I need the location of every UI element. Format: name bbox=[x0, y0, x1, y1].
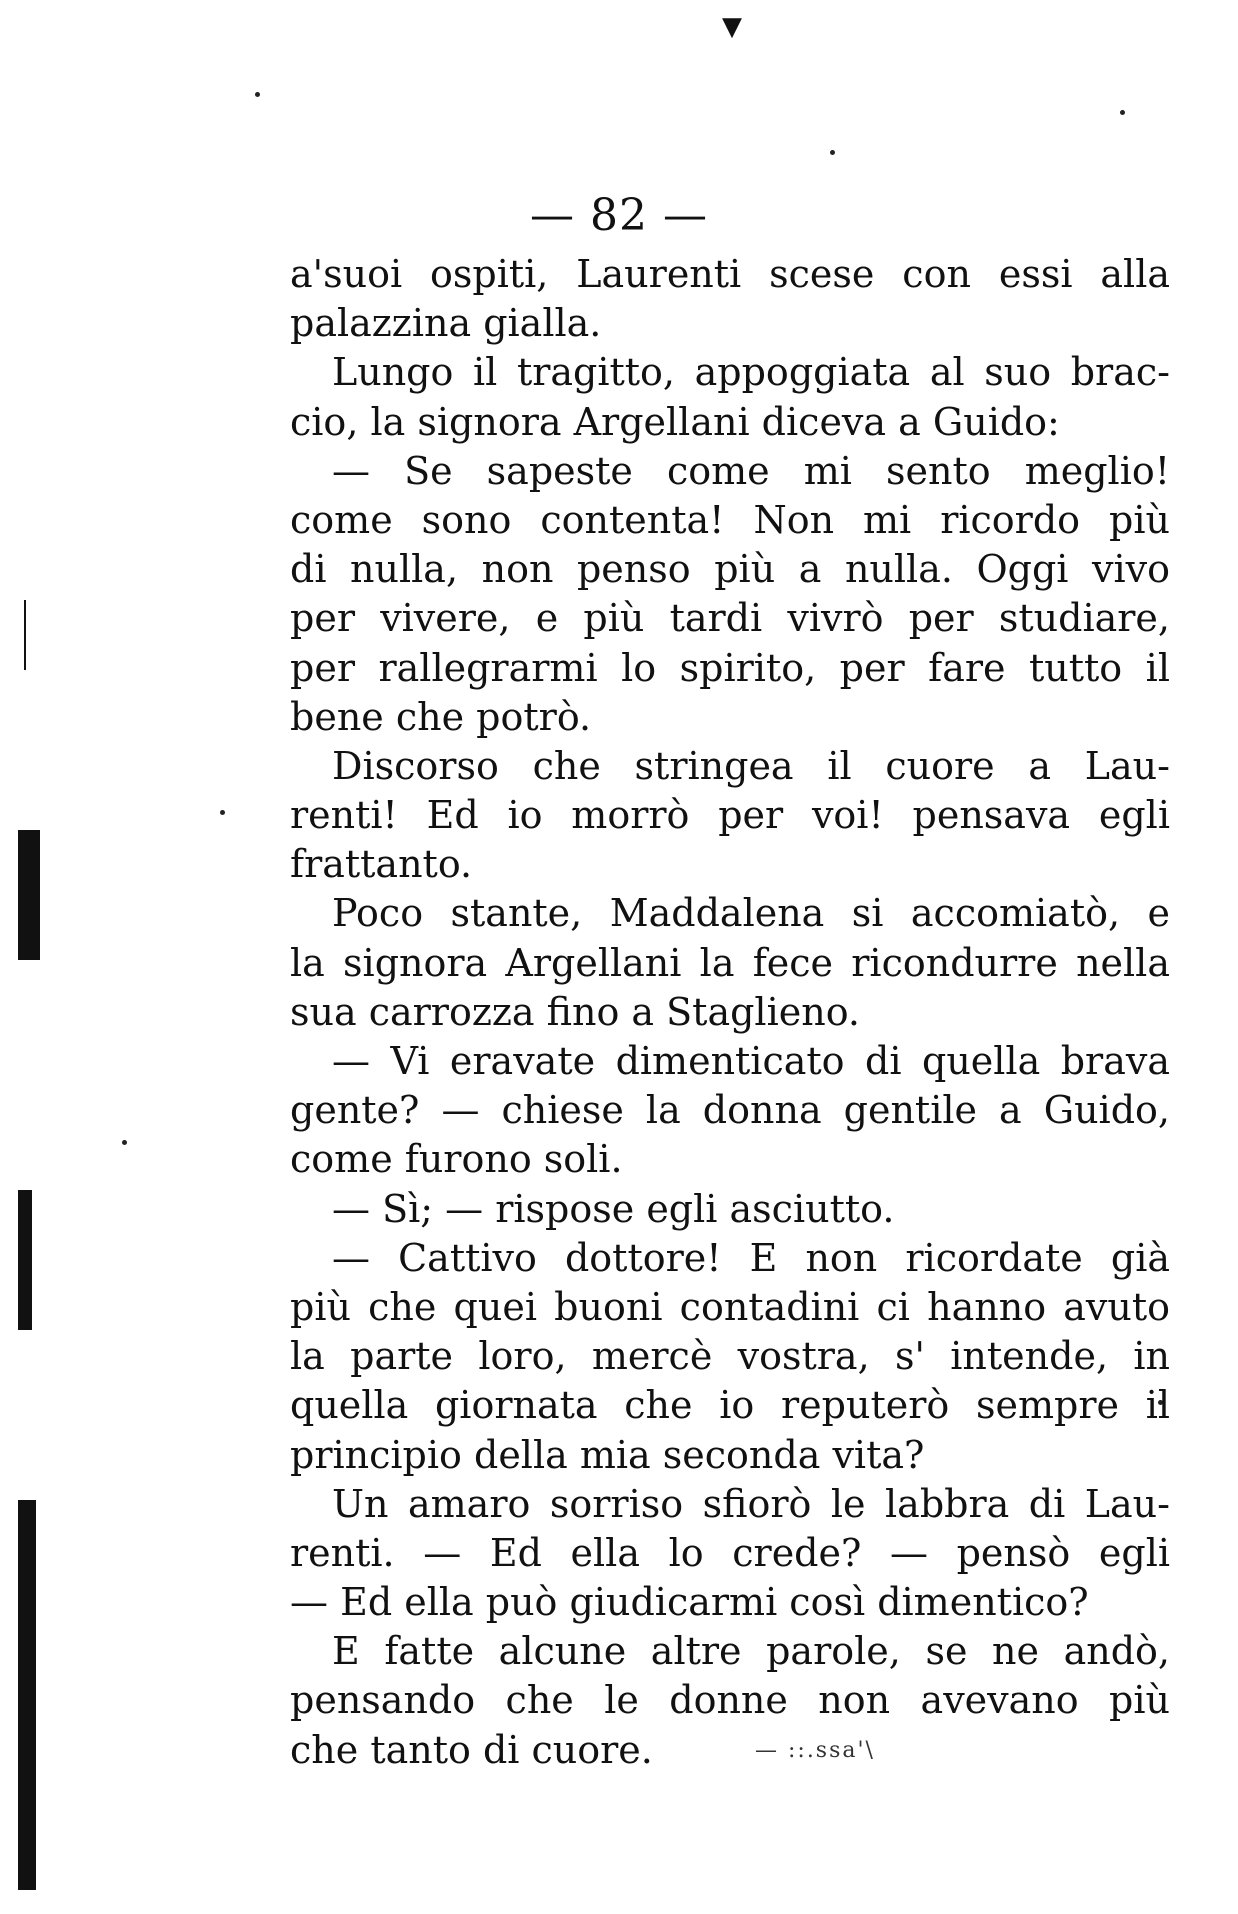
binding-shadow bbox=[24, 600, 26, 670]
text-line: E fatte alcune altre parole, se ne andò, bbox=[332, 1629, 1170, 1674]
binding-shadow bbox=[18, 1190, 32, 1330]
body-text bbox=[290, 250, 1170, 1775]
text-line: Un amaro sorriso sfiorò le labbra di Lau- bbox=[332, 1481, 1170, 1526]
text-line: per vivere, e più tardi vivrò per studiare, bbox=[290, 596, 1170, 641]
binding-shadow bbox=[18, 830, 40, 960]
text-line: palazzina gialla. bbox=[290, 301, 602, 346]
text-line: che tanto di cuore. bbox=[290, 1727, 653, 1772]
text-line: come sono contenta! Non mi ricordo più bbox=[290, 497, 1170, 542]
text-line: la parte loro, mercè vostra, s' intende, in bbox=[290, 1334, 1170, 1379]
text-line: renti! Ed io morrò per voi! pensava egli bbox=[290, 793, 1170, 838]
text-line: per rallegrarmi lo spirito, per fare tutto il bbox=[290, 645, 1170, 690]
text-line: come furono soli. bbox=[290, 1137, 623, 1182]
text-line: gente? — chiese la donna gentile a Guido, bbox=[290, 1088, 1170, 1133]
text-line: la signora Argellani la fece ricondurre nella bbox=[290, 940, 1170, 985]
bottom-scribble: — ::.ssa'\ bbox=[755, 1738, 875, 1763]
binding-shadow bbox=[18, 1500, 36, 1890]
text-line: bene che potrò. bbox=[290, 694, 592, 739]
text-line: renti. — Ed ella lo crede? — pensò egli bbox=[290, 1530, 1170, 1575]
text-line: Poco stante, Maddalena si accomiatò, e bbox=[332, 891, 1170, 936]
scan-speck bbox=[122, 1140, 127, 1145]
text-line: Lungo il tragitto, appoggiata al suo brac- bbox=[332, 350, 1170, 395]
text-line: pensando che le donne non avevano più bbox=[290, 1678, 1170, 1723]
text-line: Discorso che stringea il cuore a Lau- bbox=[332, 743, 1170, 788]
text-line: — Vi eravate dimenticato di quella brava bbox=[332, 1039, 1170, 1083]
text-line: cio, la signora Argellani diceva a Guido: bbox=[290, 399, 1060, 444]
text-line: più che quei buoni contadini ci hanno avuto bbox=[290, 1284, 1170, 1329]
text-line: sua carrozza fino a Staglieno. bbox=[290, 989, 860, 1034]
text-line: a'suoi ospiti, Laurenti scese con essi alla bbox=[290, 252, 1170, 296]
text-line: principio della mia seconda vita? bbox=[290, 1432, 925, 1477]
text-line: — Cattivo dottore! E non ricordate già bbox=[332, 1235, 1170, 1280]
scan-speck bbox=[220, 810, 225, 815]
text-line: quella giornata che io reputerò sempre il bbox=[290, 1383, 1170, 1428]
scan-speck bbox=[255, 92, 260, 97]
text-line: — Sì; — rispose egli asciutto. bbox=[332, 1186, 895, 1231]
text-line: — Se sapeste come mi sento meglio! bbox=[332, 448, 1170, 493]
text-line: frattanto. bbox=[290, 842, 473, 887]
scan-speck bbox=[830, 150, 835, 155]
text-line: — Ed ella può giudicarmi così dimentico? bbox=[290, 1580, 1089, 1625]
top-mark-icon: ▼ bbox=[722, 12, 742, 42]
scan-speck bbox=[1120, 110, 1125, 115]
page-number: — 82 — bbox=[530, 190, 708, 241]
text-line: di nulla, non penso più a nulla. Oggi vivo bbox=[290, 547, 1170, 592]
